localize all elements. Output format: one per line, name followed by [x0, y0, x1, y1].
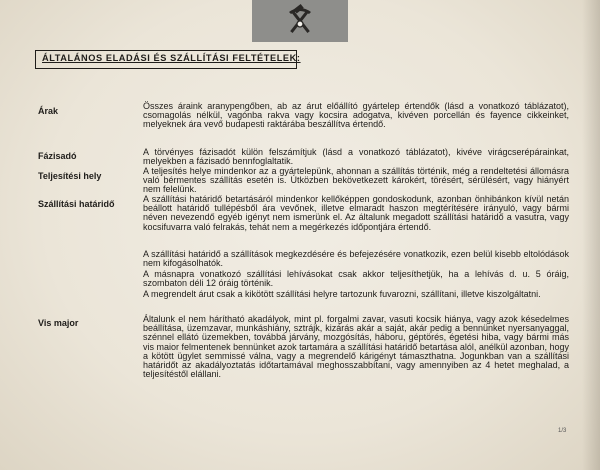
- page-number: 1/3: [558, 428, 567, 434]
- section-text-delivery-deadline-1: A szállítási határidő betartásáról mindenkor kellőképpen gondoskodunk, azonban önhibánkon kívül netán beállott határidő tullépésből ára vevőnek, illetve elmaradt haszon megtérítésére irányuló, vagy bármi néven nevezendő egyéb igényt nem ismerünk el. Az általunk megadott szállítási határidő a vasutra, vagy kocsifuvarra való felrakás, tehát nem a megérkezés időpontjára értendő.: [143, 194, 569, 232]
- section-label-prices: Árak: [38, 106, 59, 116]
- section-text-phase-tax: A törvényes fázisadót külön felszámítjuk (lásd a vonatkozó táblázatot), kivéve virágcserépárainkat, melyekben a fázisadó bennfoglaltatik.: [143, 147, 569, 167]
- section-text-delivery-deadline-2: A szállítási határidő a szállítások megkezdésére és befejezésére vonatkozik, ezen belül kisebb eltolódások nem kifogásolhatók.: [143, 249, 569, 269]
- section-text-delivery-deadline-4: A megrendelt árut csak a kikötött szállítási helyre tartozunk fuvarozni, szállítani, illetve kiszolgáltatni.: [143, 289, 541, 299]
- section-label-force-majeure: Vis major: [38, 318, 79, 328]
- section-label-phase-tax: Fázisadó: [38, 151, 77, 161]
- section-text-force-majeure: Általunk el nem hárítható akadályok, mint pl. forgalmi zavar, vasuti kocsik hiánya, vagy azok késedelmes beállítása, üzemzavar, munkáshiány, sztrájk, kizárás akár a saját, akár pedig a bennünket nyersanyaggal, szénnel ellátó üzemekben, továbbá járvány, mozgósítás, háboru, géptörés, égetési hiba, vagy bármi más vis maior felmentenek bennünket azok tartamára a szállítási határidő betartása alól, anélkül azonban, hogy a kötött ügylet semmissé válna, vagy a megrendelő kárigényt támaszthatna. Jogunkban van a szállítási határidőt az akadályoztatás időtartamával meghosszabbítani, vagy amennyiben az 4 hetet meghalad, a teljesítéstől elállani.: [143, 314, 569, 380]
- section-text-place-of-performance: A teljesítés helye mindenkor az a gyártelepünk, ahonnan a szállítás történik, még a rendeltetési állomásra való bérmentes szállítás esetén is. Útközben bekövetkezett károkért, törésért, sérülésért, vagy hiányért nem felelünk.: [143, 166, 569, 195]
- section-label-delivery-deadline: Szállítási határidő: [38, 199, 115, 209]
- section-text-delivery-deadline-3: A másnapra vonatkozó szállítási lehívásokat csak akkor teljesíthetjük, ha a lehívás d. u. 5 óráig, szombaton déli 12 óráig történik.: [143, 269, 569, 289]
- heading-box: [35, 50, 301, 69]
- section-label-place-of-performance: Teljesítési hely: [38, 171, 102, 181]
- section-text-prices: Összes áraink aranypengőben, ab az árut előállító gyártelep értendők (lásd a vonatkozó táblázatot), csomagolás nélkül, vagónba rakva vagy kocsira adogatva, kivéven porcellán és fayence cikkeinket, melyeknek ára vevő budapesti raktárába beszállítva értendő.: [143, 101, 569, 130]
- hammer-pickaxe-emblem-icon: [286, 3, 314, 37]
- page-title: ÁLTALÁNOS ELADÁSI ÉS SZÁLLÍTÁSI FELTÉTELEK:: [42, 53, 301, 63]
- page-edge-shadow: [582, 0, 600, 470]
